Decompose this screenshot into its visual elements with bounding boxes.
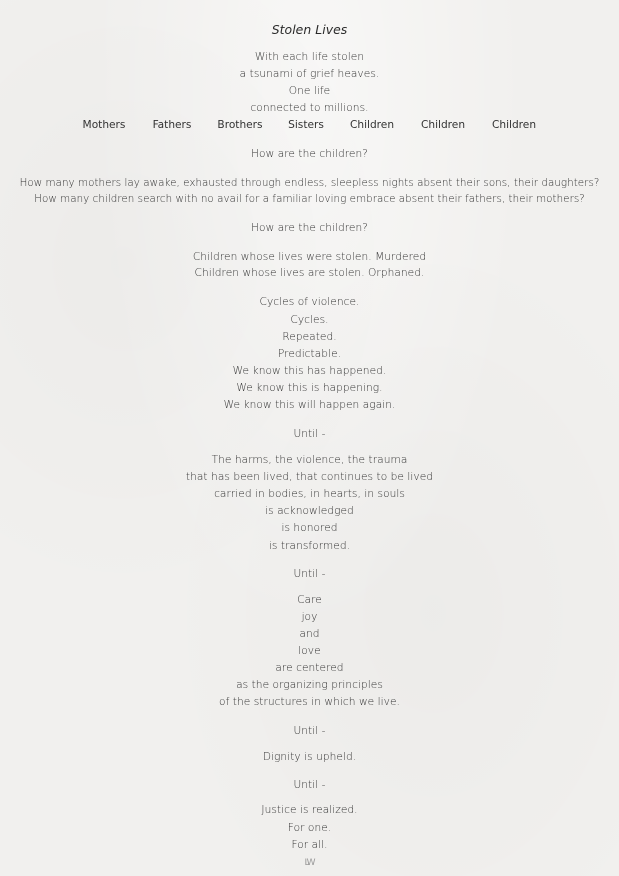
poem-line: Cycles. (290, 314, 329, 326)
poem-line: Children whose lives are stolen. Orphaned. (194, 267, 425, 279)
poem-line: Predictable. (277, 348, 342, 360)
poem-line: is honored (281, 522, 338, 534)
until-line: Until - (293, 428, 326, 440)
family-row (0, 118, 619, 132)
poem-line: that has been lived, that continues to be lived (185, 471, 434, 483)
family-word: Brothers (217, 119, 263, 131)
until-line: Until - (293, 568, 326, 580)
poem-line: love (298, 645, 321, 657)
poem-line: joy (301, 611, 318, 623)
poem-line: We know this will happen again. (223, 399, 396, 411)
poem-line: Children whose lives were stolen. Murdered (192, 251, 427, 263)
poem-line: For all. (291, 839, 328, 851)
poem-line: is transformed. (268, 540, 351, 552)
poem-line: We know this has happened. (232, 365, 387, 377)
poem-line: and (299, 628, 320, 640)
poem-line: as the organizing principles (236, 679, 383, 691)
poem-line: connected to millions. (250, 102, 369, 114)
poem-line: Dignity is upheld. (262, 751, 357, 763)
signature-mark: LW (304, 858, 314, 868)
poem-line: How many children search with no avail for a familiar loving embrace absent their fathers, their mothers? (34, 193, 585, 205)
poem-line: For one. (287, 822, 332, 834)
poem-line: One life (288, 85, 331, 97)
poem-title: Stolen Lives (271, 22, 348, 37)
poem-line: of the structures in which we live. (219, 696, 400, 708)
family-word: Children (420, 119, 466, 131)
poem-line: Justice is realized. (261, 804, 358, 816)
poem-line: Repeated. (282, 331, 337, 343)
poem-line: How many mothers lay awake, exhausted through endless, sleepless nights absent their sons, their daughters? (19, 177, 600, 189)
refrain-question: How are the children? (251, 222, 368, 234)
poem-line: is acknowledged (265, 505, 354, 517)
poem-line: With each life stolen (254, 51, 365, 63)
refrain-question: How are the children? (251, 148, 368, 160)
poem-line: are centered (275, 662, 344, 674)
family-word: Mothers (82, 119, 126, 131)
poem-line: We know this is happening. (236, 382, 383, 394)
poem-line: a tsunami of grief heaves. (239, 68, 380, 80)
family-word: Children (349, 119, 395, 131)
poem-line: carried in bodies, in hearts, in souls (214, 488, 405, 500)
poem-line: Care (297, 594, 322, 606)
until-line: Until - (293, 725, 326, 737)
poem-line: Cycles of violence. (259, 296, 360, 308)
until-line: Until - (293, 779, 326, 791)
poem-line: The harms, the violence, the trauma (211, 454, 408, 466)
family-word: Children (491, 119, 537, 131)
family-word: Sisters (288, 119, 324, 131)
family-word: Fathers (152, 119, 192, 131)
